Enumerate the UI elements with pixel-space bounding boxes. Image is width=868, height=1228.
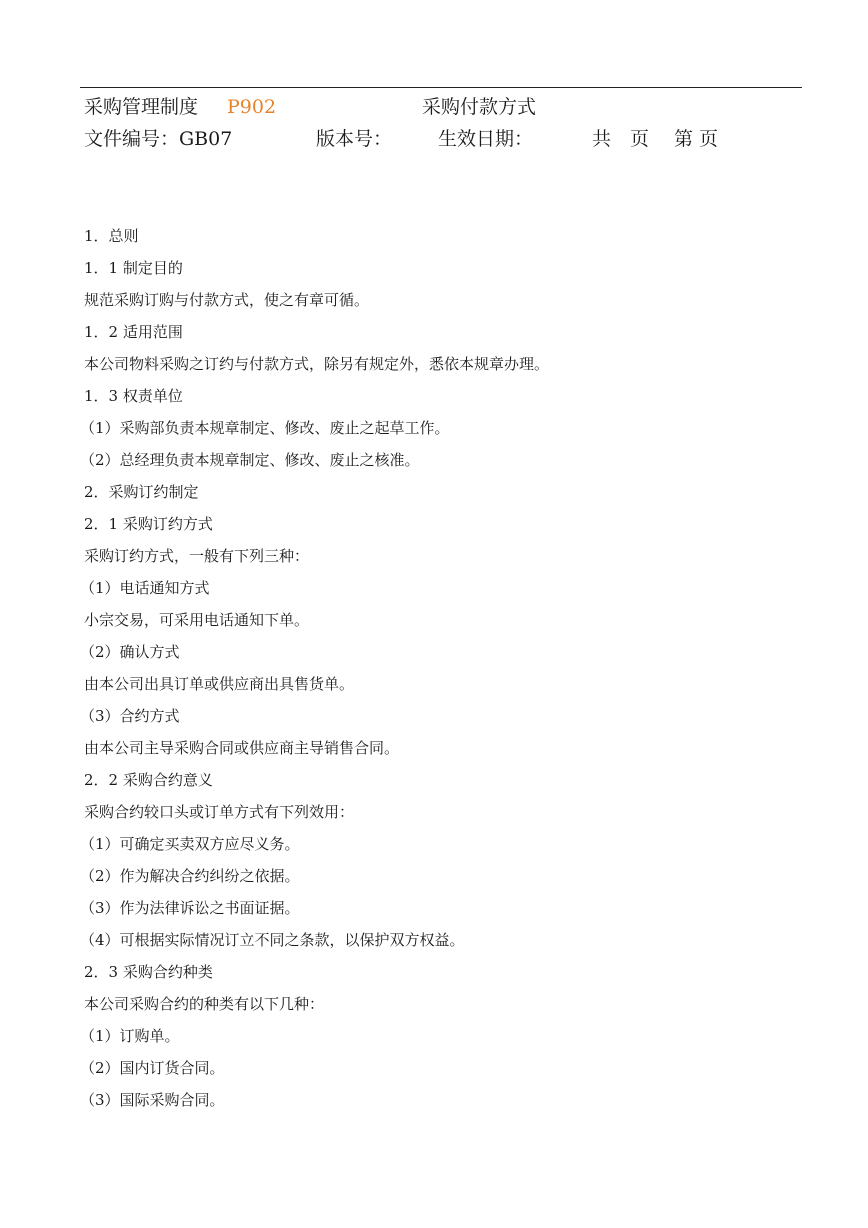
list-item: （2）国内订货合同。 [80,1059,225,1077]
section-title: 采购付款方式 [422,96,537,118]
list-item: （1）采购部负责本规章制定、修改、废止之起草工作。 [80,419,450,437]
file-number: 文件编号：GB07 [84,128,233,150]
version-label: 版本号： [316,128,393,150]
list-item: （2）作为解决合约纠纷之依据。 [80,867,300,885]
list-item: （2）总经理负责本规章制定、修改、废止之核准。 [80,451,420,469]
list-item: （1）电话通知方式 [80,579,210,597]
heading-2-1: 2．1 采购订约方式 [84,515,213,533]
paragraph: 由本公司主导采购合同或供应商主导销售合同。 [84,739,400,757]
manual-title: 采购管理制度 [84,96,199,118]
effective-date-label: 生效日期： [438,128,534,150]
doc-code: P902 [227,96,277,118]
list-item: （2）确认方式 [80,643,180,661]
list-item: （3）作为法律诉讼之书面证据。 [80,899,300,917]
list-item: （4）可根据实际情况订立不同之条款，以保护双方权益。 [80,931,465,949]
paragraph: 本公司物料采购之订约与付款方式，除另有规定外，悉依本规章办理。 [84,355,550,373]
list-item: （3）国际采购合同。 [80,1091,225,1109]
paragraph: 小宗交易，可采用电话通知下单。 [84,611,310,629]
paragraph: 由本公司出具订单或供应商出具售货单。 [84,675,355,693]
total-pages-label: 共 页 [592,128,650,150]
list-item: （1）可确定买卖双方应尽义务。 [80,835,300,853]
page-number-label: 第 页 [674,128,719,150]
list-item: （1）订购单。 [80,1027,180,1045]
heading-2: 2．采购订约制定 [84,483,199,501]
heading-2-2: 2．2 采购合约意义 [84,771,213,789]
heading-1-3: 1．3 权责单位 [84,387,183,405]
paragraph: 本公司采购合约的种类有以下几种： [84,995,325,1013]
paragraph: 规范采购订购与付款方式，使之有章可循。 [84,291,370,309]
header-rule [80,87,802,88]
heading-1: 1．总则 [84,227,139,245]
heading-1-2: 1．2 适用范围 [84,323,183,341]
heading-1-1: 1．1 制定目的 [84,259,183,277]
list-item: （3）合约方式 [80,707,180,725]
heading-2-3: 2．3 采购合约种类 [84,963,213,981]
paragraph: 采购合约较口头或订单方式有下列效用： [84,803,355,821]
paragraph: 采购订约方式，一般有下列三种： [84,547,310,565]
